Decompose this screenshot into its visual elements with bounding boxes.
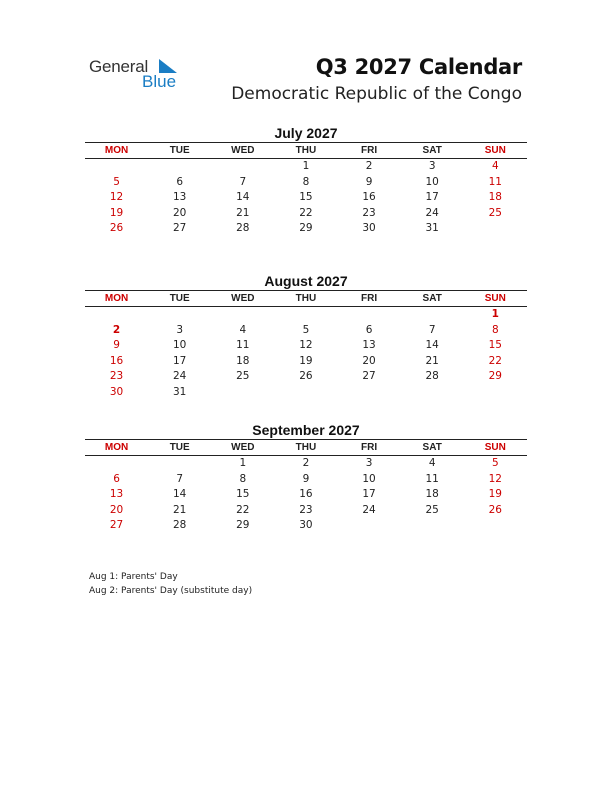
- day-cell: 1: [239, 457, 247, 469]
- weekday-header: WED: [231, 442, 255, 453]
- empty-day-cell: [464, 385, 527, 401]
- day-cell: 21: [425, 354, 439, 367]
- month-block-september: [85, 422, 527, 534]
- week-row: [85, 159, 527, 175]
- day-cell: 21: [173, 503, 187, 516]
- weekday-header-row: [85, 290, 527, 307]
- day-cell: 10: [173, 339, 187, 352]
- weekday-header: FRI: [361, 293, 378, 304]
- day-cell: 16: [362, 191, 376, 204]
- day-cell: 31: [173, 385, 187, 398]
- day-cell: 9: [302, 472, 310, 485]
- weekday-header: MON: [104, 293, 129, 304]
- day-cell: 22: [488, 354, 502, 367]
- day-cell: 9: [365, 175, 373, 188]
- day-cell: 2: [365, 160, 373, 172]
- week-row: [85, 503, 527, 519]
- weekday-header: TUE: [169, 145, 190, 156]
- empty-day-cell: [338, 518, 401, 534]
- day-cell: 20: [173, 206, 187, 219]
- day-cell: 6: [113, 472, 120, 485]
- day-cell: 7: [176, 472, 184, 485]
- month-block-august: [85, 273, 527, 401]
- empty-day-cell: [401, 307, 464, 323]
- weekday-header: WED: [231, 293, 255, 304]
- day-cell: 30: [109, 385, 124, 398]
- day-cell: 13: [173, 191, 187, 204]
- day-cell: 13: [109, 488, 124, 501]
- day-cell: 16: [299, 488, 313, 501]
- weekday-header: MON: [104, 145, 129, 156]
- empty-day-cell: [85, 307, 148, 323]
- day-cell: 2: [112, 323, 121, 336]
- page-subtitle: Democratic Republic of the Congo: [231, 84, 522, 104]
- day-cell: 29: [299, 222, 313, 235]
- day-cell: 1: [491, 308, 499, 320]
- day-cell: 16: [109, 354, 124, 367]
- day-cell: 13: [362, 339, 376, 352]
- day-cell: 5: [113, 175, 120, 188]
- logo-general-text: General: [89, 57, 149, 76]
- day-cell: 19: [299, 354, 313, 367]
- day-cell: 4: [428, 457, 436, 469]
- day-cell: 23: [299, 503, 313, 516]
- empty-day-cell: [211, 307, 274, 323]
- day-cell: 24: [173, 370, 187, 383]
- week-row: [85, 456, 527, 472]
- day-cell: 14: [236, 191, 250, 204]
- day-cell: 27: [362, 370, 376, 383]
- day-cell: 28: [425, 370, 439, 383]
- week-row: [85, 518, 527, 534]
- empty-day-cell: [85, 159, 148, 175]
- day-cell: 7: [239, 175, 247, 188]
- weekday-header: TUE: [169, 442, 190, 453]
- day-cell: 23: [362, 206, 376, 219]
- month-title: September 2027: [252, 422, 360, 438]
- empty-day-cell: [401, 518, 464, 534]
- weekday-header: THU: [295, 145, 317, 156]
- day-cell: 19: [488, 488, 502, 501]
- logo-triangle-icon: [159, 59, 177, 73]
- day-cell: 12: [109, 191, 124, 204]
- day-cell: 11: [425, 472, 439, 485]
- day-cell: 25: [236, 370, 250, 383]
- day-cell: 22: [299, 206, 313, 219]
- day-cell: 31: [425, 222, 439, 235]
- day-cell: 28: [236, 222, 250, 235]
- day-cell: 28: [173, 519, 187, 532]
- empty-day-cell: [148, 456, 211, 472]
- weekday-header: WED: [231, 145, 255, 156]
- month-block-july: [85, 125, 527, 237]
- week-row: [85, 190, 527, 206]
- holiday-note: Aug 2: Parents' Day (substitute day): [89, 586, 253, 596]
- day-cell: 26: [299, 370, 313, 383]
- day-cell: 6: [365, 323, 373, 336]
- week-row: [85, 354, 527, 370]
- day-cell: 22: [236, 503, 250, 516]
- weekday-header: FRI: [361, 145, 378, 156]
- weekday-header-row: [85, 439, 527, 456]
- day-cell: 14: [425, 339, 439, 352]
- weekday-header: FRI: [361, 442, 378, 453]
- page-title: Q3 2027 Calendar: [315, 55, 522, 79]
- day-cell: 26: [488, 503, 502, 516]
- day-cell: 20: [362, 354, 376, 367]
- day-cell: 2: [302, 457, 310, 469]
- week-row: [85, 385, 527, 401]
- weekday-header: THU: [295, 442, 317, 453]
- week-row: [85, 487, 527, 503]
- weekday-header: SUN: [484, 293, 506, 304]
- weekday-header-row: [85, 142, 527, 159]
- weekday-header: THU: [295, 293, 317, 304]
- day-cell: 5: [491, 457, 499, 469]
- day-cell: 30: [362, 222, 376, 235]
- day-cell: 18: [236, 354, 250, 367]
- day-cell: 3: [176, 323, 184, 336]
- day-cell: 12: [299, 339, 313, 352]
- day-cell: 11: [488, 175, 502, 188]
- day-cell: 24: [425, 206, 439, 219]
- day-cell: 18: [425, 488, 439, 501]
- day-cell: 17: [173, 354, 187, 367]
- day-cell: 12: [488, 472, 502, 485]
- weekday-header: SAT: [422, 145, 442, 156]
- week-row: [85, 221, 527, 237]
- week-row: [85, 206, 527, 222]
- day-cell: 15: [299, 191, 313, 204]
- day-cell: 8: [302, 175, 310, 188]
- holiday-notes: [89, 570, 252, 598]
- day-cell: 17: [362, 488, 376, 501]
- day-cell: 8: [239, 472, 247, 485]
- empty-day-cell: [338, 385, 401, 401]
- logo-blue-text: Blue: [142, 72, 177, 91]
- empty-day-cell: [464, 518, 527, 534]
- month-title: July 2027: [274, 125, 338, 141]
- weekday-header: MON: [104, 442, 129, 453]
- weeks-grid: [85, 159, 527, 237]
- weekday-header: SUN: [484, 145, 506, 156]
- week-row: [85, 369, 527, 385]
- day-cell: 21: [236, 206, 250, 219]
- day-cell: 25: [425, 503, 439, 516]
- week-row: [85, 323, 527, 339]
- week-row: [85, 307, 527, 323]
- empty-day-cell: [211, 385, 274, 401]
- empty-day-cell: [274, 307, 337, 323]
- empty-day-cell: [274, 385, 337, 401]
- day-cell: 14: [173, 488, 187, 501]
- day-cell: 5: [302, 323, 310, 336]
- week-row: [85, 175, 527, 191]
- day-cell: 26: [109, 222, 124, 235]
- day-cell: 29: [236, 519, 250, 532]
- empty-day-cell: [401, 385, 464, 401]
- empty-day-cell: [85, 456, 148, 472]
- day-cell: 27: [109, 519, 124, 532]
- day-cell: 4: [239, 323, 247, 336]
- weekday-header: SAT: [422, 442, 442, 453]
- empty-day-cell: [148, 159, 211, 175]
- day-cell: 10: [425, 175, 439, 188]
- logo: [89, 57, 189, 93]
- holiday-note: Aug 1: Parents' Day: [89, 572, 178, 582]
- month-title: August 2027: [264, 273, 348, 289]
- day-cell: 6: [176, 175, 184, 188]
- weeks-grid: [85, 307, 527, 401]
- weekday-header: TUE: [169, 293, 190, 304]
- empty-day-cell: [338, 307, 401, 323]
- weekday-header: SUN: [484, 442, 506, 453]
- day-cell: 23: [109, 370, 124, 383]
- week-row: [85, 338, 527, 354]
- day-cell: 30: [299, 519, 313, 532]
- day-cell: 17: [425, 191, 439, 204]
- day-cell: 29: [488, 370, 502, 383]
- day-cell: 8: [491, 323, 499, 336]
- day-cell: 24: [362, 503, 376, 516]
- day-cell: 19: [109, 206, 124, 219]
- day-cell: 9: [113, 339, 120, 352]
- day-cell: 27: [173, 222, 187, 235]
- day-cell: 10: [362, 472, 376, 485]
- week-row: [85, 472, 527, 488]
- day-cell: 3: [428, 160, 436, 172]
- day-cell: 7: [428, 323, 436, 336]
- day-cell: 1: [302, 160, 310, 172]
- day-cell: 15: [488, 339, 502, 352]
- empty-day-cell: [211, 159, 274, 175]
- empty-day-cell: [464, 221, 527, 237]
- weeks-grid: [85, 456, 527, 534]
- day-cell: 15: [236, 488, 250, 501]
- day-cell: 20: [109, 503, 124, 516]
- day-cell: 4: [491, 160, 499, 172]
- empty-day-cell: [148, 307, 211, 323]
- day-cell: 18: [488, 191, 502, 204]
- day-cell: 25: [488, 206, 502, 219]
- day-cell: 11: [236, 339, 250, 352]
- weekday-header: SAT: [422, 293, 442, 304]
- day-cell: 3: [365, 457, 373, 469]
